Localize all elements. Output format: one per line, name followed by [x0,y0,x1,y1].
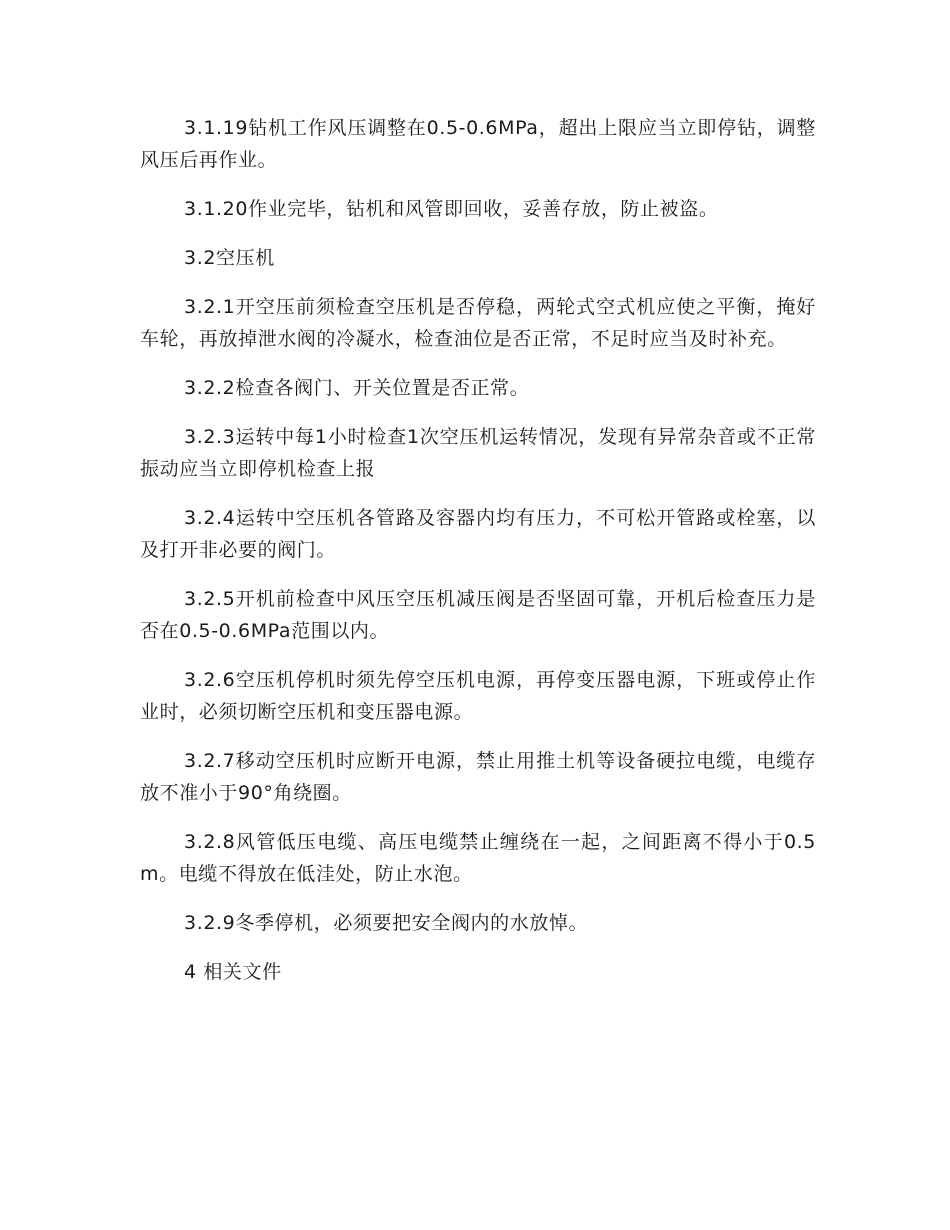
paragraph-3-2-6: 3.2.6空压机停机时须先停空压机电源，再停变压器电源，下班或停止作业时，必须切断空压机和变压器电源。 [140,669,816,723]
paragraph-3-1-19: 3.1.19钻机工作风压调整在0.5-0.6MPa，超出上限应当立即停钻，调整风压后再作业。 [140,117,816,171]
paragraph-3-2-1: 3.2.1开空压前须检查空压机是否停稳，两轮式空式机应使之平衡，掩好车轮，再放掉泄水阀的冷凝水，检查油位是否正常，不足时应当及时补充。 [140,296,816,350]
document-body [140,112,816,1005]
paragraph-3-2-9: 3.2.9冬季停机，必须要把安全阀内的水放悼。 [184,912,589,934]
paragraph-3-1-20: 3.1.20作业完毕，钻机和风管即回收，妥善存放，防止被盗。 [184,198,719,220]
section-heading-3-2: 3.2空压机 [184,247,275,269]
paragraph-3-2-5: 3.2.5开机前检查中风压空压机减压阀是否坚固可靠，开机后检查压力是否在0.5-0.6MPa范围以内。 [140,588,816,642]
section-heading-4: 4 相关文件 [184,961,282,983]
paragraph-3-2-3: 3.2.3运转中每1小时检查1次空压机运转情况，发现有异常杂音或不正常振动应当立即停机检查上报 [140,426,816,480]
paragraph-3-2-7: 3.2.7移动空压机时应断开电源，禁止用推土机等设备硬拉电缆，电缆存放不准小于90°角绕圈。 [140,750,816,804]
paragraph-3-2-4: 3.2.4运转中空压机各管路及容器内均有压力，不可松开管路或栓塞，以及打开非必要的阀门。 [140,507,816,561]
paragraph-3-2-2: 3.2.2检查各阀门、开关位置是否正常。 [184,377,530,399]
paragraph-3-2-8: 3.2.8风管低压电缆、高压电缆禁止缠绕在一起，之间距离不得小于0.5m。电缆不得放在低洼处，防止水泡。 [140,831,816,885]
